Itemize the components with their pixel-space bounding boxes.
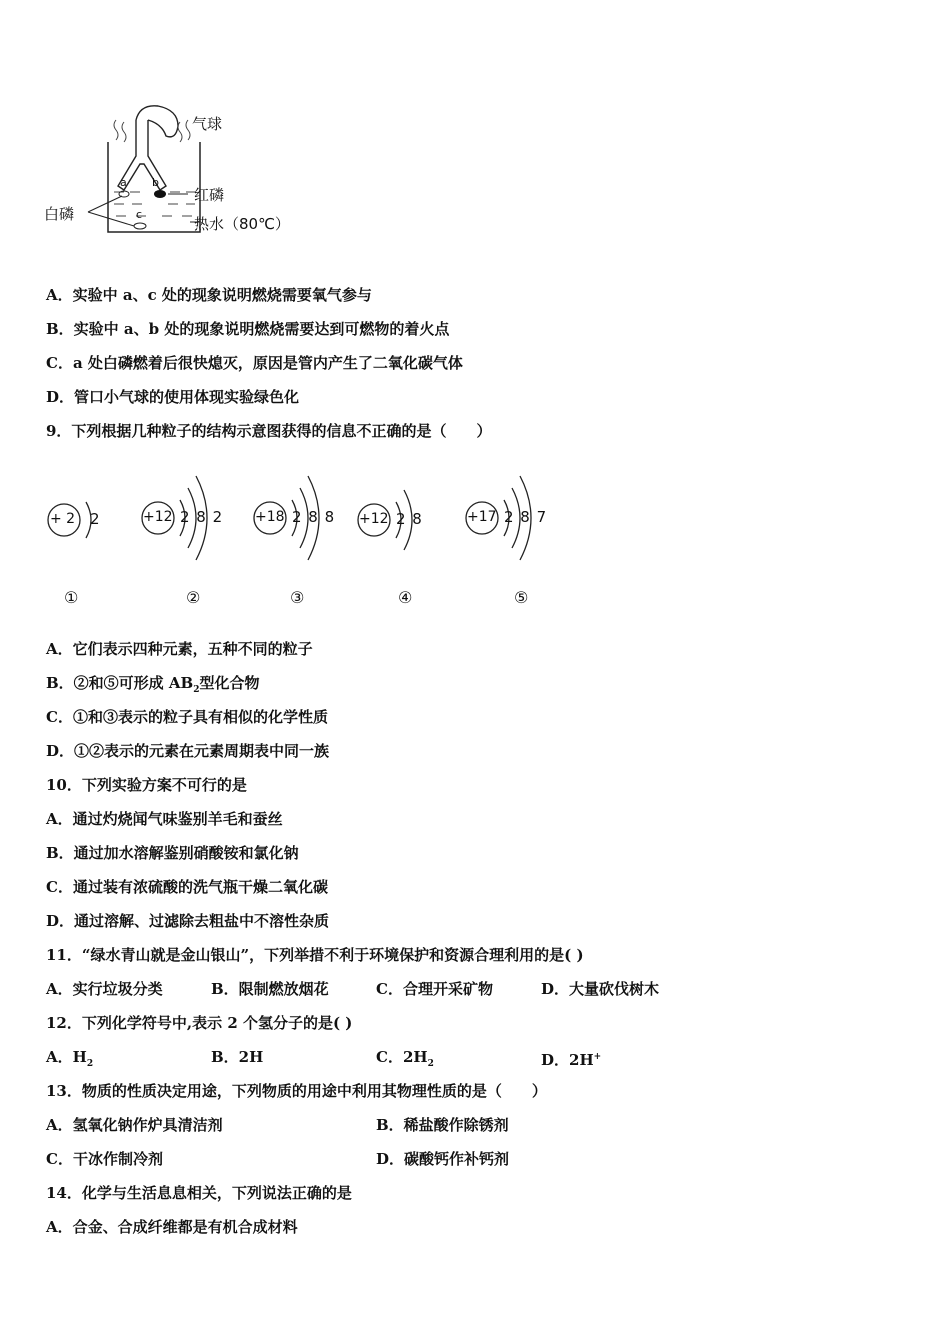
atom-4-shells: 2 8 [396,510,423,528]
q8-option-a: A．实验中 a、c 处的现象说明燃烧需要氧气参与 [46,286,372,304]
q8-option-c: C．a 处白磷燃着后很快熄灭，原因是管内产生了二氧化碳气体 [46,354,463,372]
q9-option-b-text: B．②和⑤可形成 AB [46,674,194,692]
atom-5-nucleus: +17 [467,509,497,525]
atom-3-nucleus: +18 [255,509,285,525]
red-phosphorus-label: 红磷 [194,186,225,204]
atom-1-shells: 2 [90,510,100,528]
hot-water-label: 热水（80℃） [194,215,290,233]
mark-c: c [136,208,143,221]
q12-stem: 12．下列化学符号中,表示 2 个氢分子的是( ) [46,1014,353,1032]
q11-option-d: D．大量砍伐树木 [541,980,660,998]
atom-2-number: ② [186,588,201,607]
mark-b: b [152,176,159,189]
q14-option-a: A．合金、合成纤维都是有机合成材料 [46,1218,298,1236]
atom-3-shells: 2 8 8 [292,508,336,526]
atom-4-number: ④ [398,588,413,607]
q9-option-b-tail: 型化合物 [199,674,260,692]
q12-option-c [376,1047,434,1074]
q12-option-d-sup: + [593,1052,602,1062]
q13-option-a: A．氢氧化钠作炉具清洁剂 [46,1116,223,1134]
q12-option-b-text: B．2H [211,1048,264,1066]
q9-option-b-subscript: 2 [193,685,200,695]
q14-stem: 14．化学与生活息息相关，下列说法正确的是 [46,1184,352,1202]
atom-structure-diagrams [40,460,580,620]
q10-option-b: B．通过加水溶解鉴别硝酸铵和氯化钠 [46,844,299,862]
q12-option-a-text: A．H [46,1048,87,1066]
q12-option-a-sub: 2 [86,1059,94,1069]
q12-option-b [211,1047,263,1067]
q9-option-c: C．①和③表示的粒子具有相似的化学性质 [46,708,328,726]
balloon-label: 气球 [192,115,223,133]
q10-stem: 10．下列实验方案不可行的是 [46,776,247,794]
q13-option-c: C．干冰作制冷剂 [46,1150,163,1168]
mark-a: a [120,176,127,189]
combustion-apparatus-figure [40,100,300,240]
q9-option-a: A．它们表示四种元素，五种不同的粒子 [46,640,313,658]
q12-option-c-sub: 2 [427,1059,434,1069]
q12-option-a [46,1047,93,1074]
q10-option-a: A．通过灼烧闻气味鉴别羊毛和蚕丝 [46,810,283,828]
q12-option-c-text: C．2H [376,1048,428,1066]
atom-5-number: ⑤ [514,588,529,607]
q12-option-d-text: D．2H [541,1051,594,1069]
atom-2-nucleus: +12 [143,509,173,525]
q10-option-d: D．通过溶解、过滤除去粗盐中不溶性杂质 [46,912,330,930]
q10-option-c: C．通过装有浓硫酸的洗气瓶干燥二氧化碳 [46,878,328,896]
white-phosphorus-label: 白磷 [44,205,75,223]
q8-option-b: B．实验中 a、b 处的现象说明燃烧需要达到可燃物的着火点 [46,320,450,338]
q11-option-b: B．限制燃放烟花 [211,980,329,998]
q12-option-d [541,1047,601,1070]
atom-1-number: ① [64,588,79,607]
q13-stem: 13．物质的性质决定用途，下列物质的用途中利用其物理性质的是（ ） [46,1082,547,1100]
atom-4-nucleus: +12 [359,511,389,527]
atom-3-number: ③ [290,588,305,607]
q8-option-d: D．管口小气球的使用体现实验绿色化 [46,388,300,406]
q9-option-d: D．①②表示的元素在元素周期表中同一族 [46,742,330,760]
q13-option-b: B．稀盐酸作除锈剂 [376,1116,509,1134]
q11-option-c: C．合理开采矿物 [376,980,493,998]
q9-option-b [46,673,260,700]
q11-option-a: A．实行垃圾分类 [46,980,163,998]
q13-option-d: D．碳酸钙作补钙剂 [376,1150,510,1168]
q9-stem: 9．下列根据几种粒子的结构示意图获得的信息不正确的是（ ） [46,422,492,440]
atom-1-nucleus: + 2 [50,511,76,527]
atom-2-shells: 2 8 2 [180,508,224,526]
q11-stem: 11．“绿水青山就是金山银山”，下列举措不利于环境保护和资源合理利用的是( ) [46,946,584,964]
atom-5-shells: 2 8 7 [504,508,548,526]
